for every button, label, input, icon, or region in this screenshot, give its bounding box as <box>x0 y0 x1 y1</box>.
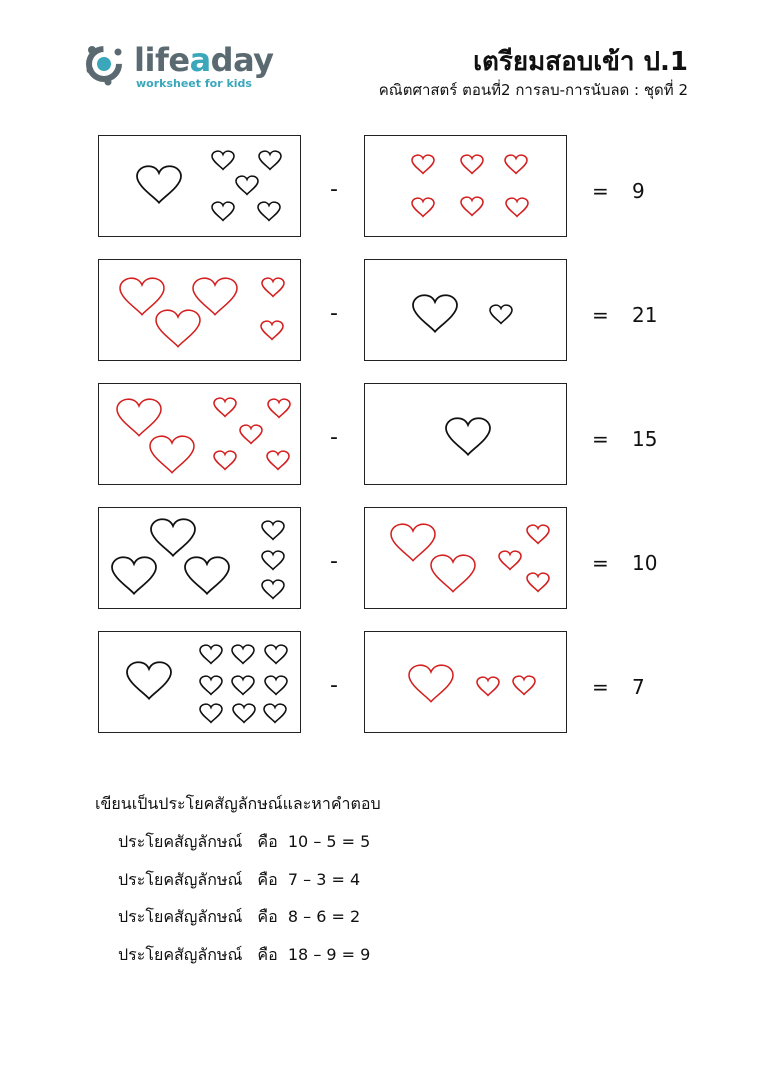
sentence-row-1 <box>118 830 370 854</box>
sentence-label: ประโยคสัญลักษณ์ <box>118 832 243 851</box>
sentence-expression: 10 – 5 = 5 <box>287 832 371 851</box>
heart-icon <box>261 321 283 339</box>
heart-icon <box>265 676 287 694</box>
sentence-keyword: คือ <box>257 907 278 926</box>
heart-icon <box>477 677 499 695</box>
heart-icon <box>259 151 281 169</box>
heart-icon <box>412 155 434 173</box>
minus-sign: - <box>330 549 338 574</box>
heart-icon <box>214 398 236 416</box>
heart-group <box>365 632 568 734</box>
minus-sign: - <box>330 301 338 326</box>
heart-icon <box>262 278 284 296</box>
heart-icon <box>150 436 194 472</box>
answer-5: 7 <box>632 675 645 699</box>
answer-1: 9 <box>632 179 645 203</box>
minuend-box-2 <box>98 259 301 361</box>
minus-sign: - <box>330 177 338 202</box>
heart-icon <box>412 198 434 216</box>
subtrahend-box-4 <box>364 507 567 609</box>
heart-icon <box>262 580 284 598</box>
heart-icon <box>214 451 236 469</box>
logo-mark-icon <box>82 40 132 90</box>
heart-icon <box>137 166 181 202</box>
heart-icon <box>461 197 483 215</box>
minus-sign: - <box>330 673 338 698</box>
heart-icon <box>232 676 254 694</box>
minuend-box-3 <box>98 383 301 485</box>
heart-icon <box>265 645 287 663</box>
heart-icon <box>156 310 200 346</box>
heart-icon <box>240 425 262 443</box>
heart-icon <box>232 645 254 663</box>
minuend-box-5 <box>98 631 301 733</box>
heart-icon <box>391 524 435 560</box>
heart-icon <box>527 525 549 543</box>
heart-icon <box>233 704 255 722</box>
heart-icon <box>185 557 229 593</box>
sentence-expression: 18 – 9 = 9 <box>287 945 371 964</box>
heart-icon <box>151 519 195 555</box>
logo-tagline: worksheet for kids <box>136 77 252 90</box>
heart-group <box>99 384 302 486</box>
logo-wordmark: lifeaday <box>134 41 274 79</box>
heart-group <box>365 260 568 362</box>
heart-icon <box>527 573 549 591</box>
subtrahend-box-2 <box>364 259 567 361</box>
equals-sign: = <box>592 551 609 575</box>
heart-icon <box>258 202 280 220</box>
instruction-text: เขียนเป็นประโยคสัญลักษณ์และหาคำตอบ <box>95 794 381 813</box>
heart-group <box>365 384 568 486</box>
heart-icon <box>413 295 457 331</box>
heart-icon <box>446 418 490 454</box>
answer-3: 15 <box>632 427 658 451</box>
heart-icon <box>212 151 234 169</box>
heart-icon <box>264 704 286 722</box>
heart-group <box>99 260 302 362</box>
heart-icon <box>506 198 528 216</box>
sentence-label: ประโยคสัญลักษณ์ <box>118 907 243 926</box>
page-subtitle: คณิตศาสตร์ ตอนที่2 การลบ-การนับลด : ชุดที่ 2 <box>378 81 688 99</box>
heart-icon <box>236 176 258 194</box>
sentence-row-4 <box>118 943 370 967</box>
sentence-row-2 <box>118 868 360 892</box>
heart-icon <box>431 555 475 591</box>
sentence-row-3 <box>118 905 360 929</box>
heart-icon <box>200 645 222 663</box>
heart-icon <box>127 662 171 698</box>
heart-icon <box>117 399 161 435</box>
heart-icon <box>212 202 234 220</box>
heart-icon <box>505 155 527 173</box>
subtrahend-box-5 <box>364 631 567 733</box>
sentence-expression: 8 – 6 = 2 <box>287 907 361 926</box>
heart-icon <box>200 676 222 694</box>
sentence-label: ประโยคสัญลักษณ์ <box>118 870 243 889</box>
sentence-expression: 7 – 3 = 4 <box>287 870 361 889</box>
heart-icon <box>268 399 290 417</box>
equals-sign: = <box>592 303 609 327</box>
minuend-box-4 <box>98 507 301 609</box>
answer-4: 10 <box>632 551 658 575</box>
subtrahend-box-3 <box>364 383 567 485</box>
sentence-keyword: คือ <box>257 870 278 889</box>
lifeaday-logo <box>82 38 282 98</box>
heart-group <box>365 508 568 610</box>
sentence-keyword: คือ <box>257 832 278 851</box>
answer-2: 21 <box>632 303 658 327</box>
heart-group <box>99 508 302 610</box>
equals-sign: = <box>592 427 609 451</box>
heart-icon <box>490 305 512 323</box>
heart-icon <box>499 551 521 569</box>
heart-icon <box>513 676 535 694</box>
heart-icon <box>461 155 483 173</box>
heart-icon <box>112 557 156 593</box>
heart-icon <box>409 665 453 701</box>
heart-icon <box>262 551 284 569</box>
subtrahend-box-1 <box>364 135 567 237</box>
equals-sign: = <box>592 179 609 203</box>
minuend-box-1 <box>98 135 301 237</box>
heart-icon <box>193 278 237 314</box>
heart-icon <box>120 278 164 314</box>
heart-icon <box>262 521 284 539</box>
equals-sign: = <box>592 675 609 699</box>
sentence-keyword: คือ <box>257 945 278 964</box>
page-title: เตรียมสอบเข้า ป.1 <box>473 47 688 77</box>
heart-group <box>99 136 302 238</box>
minus-sign: - <box>330 425 338 450</box>
heart-group <box>99 632 302 734</box>
heart-group <box>365 136 568 238</box>
sentence-label: ประโยคสัญลักษณ์ <box>118 945 243 964</box>
heart-icon <box>200 704 222 722</box>
heart-icon <box>267 451 289 469</box>
